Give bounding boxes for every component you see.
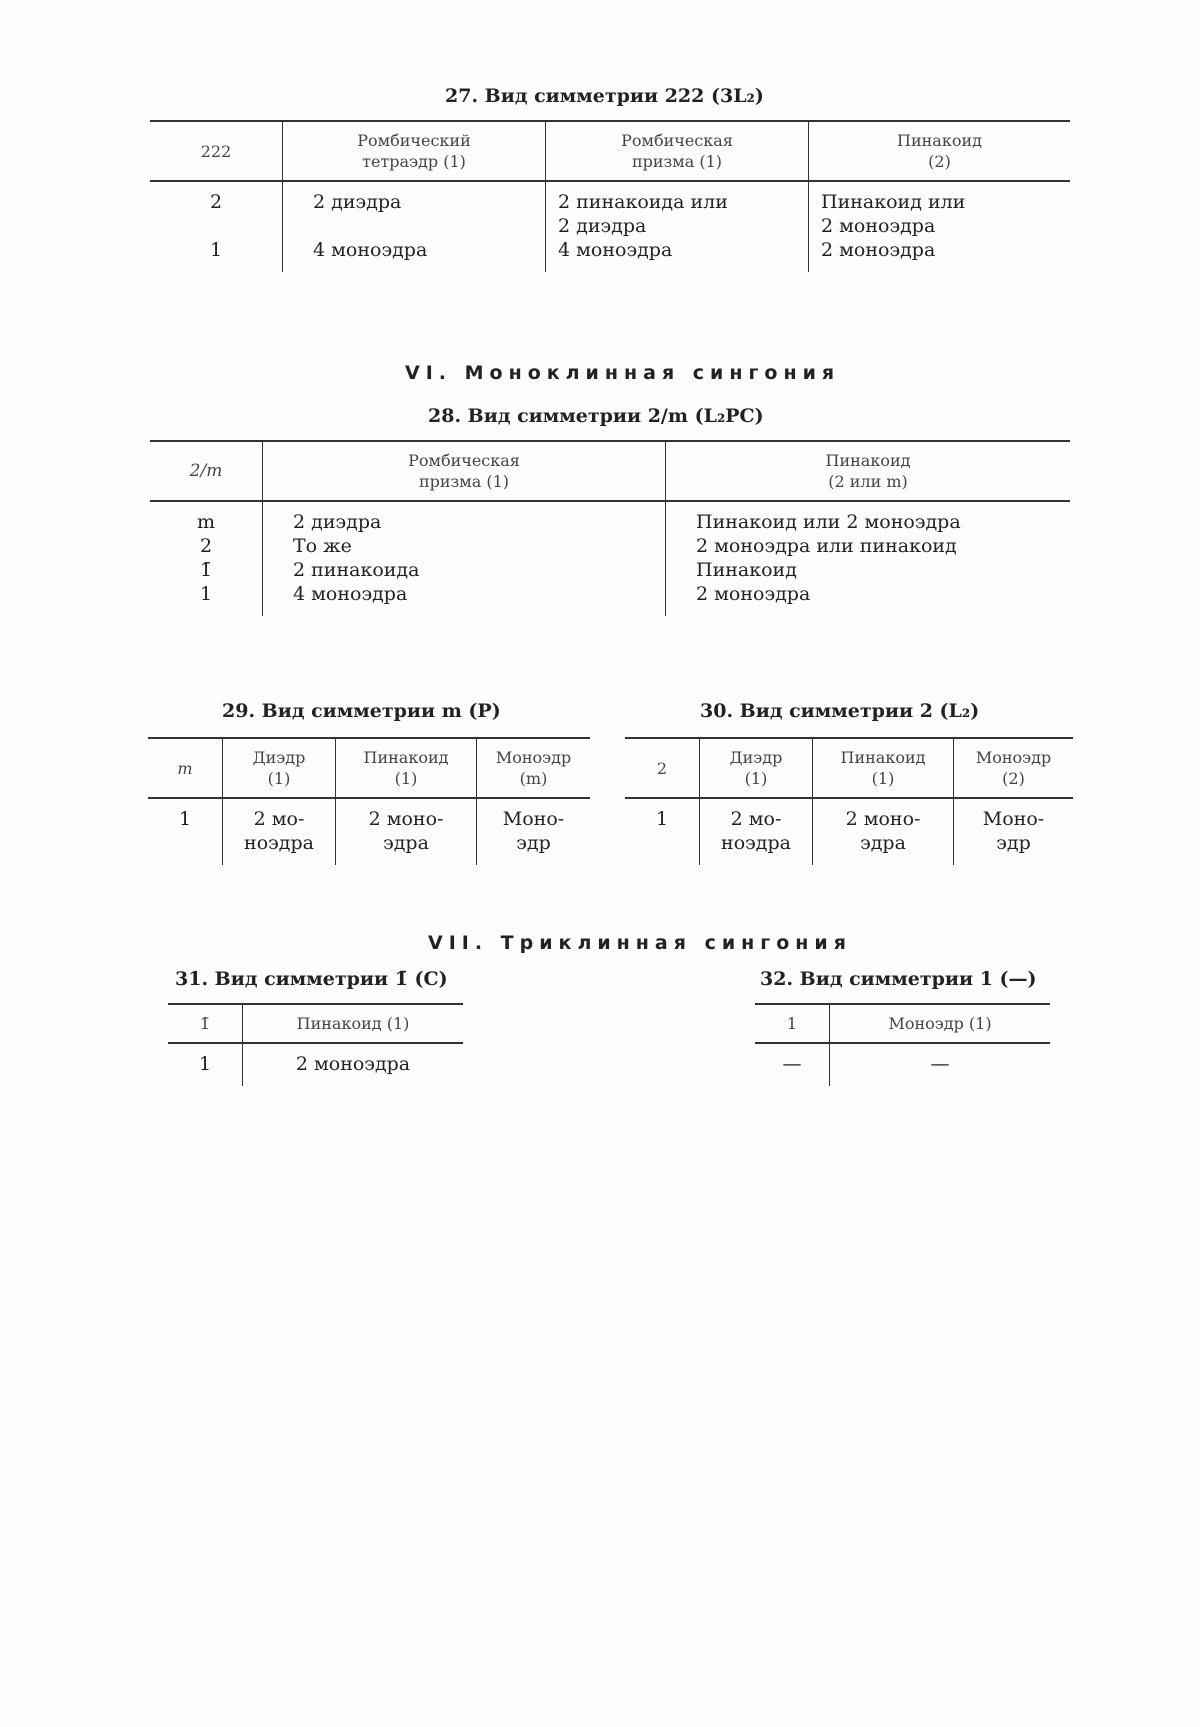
table-27-header-prism: Ромбическая призма (1) xyxy=(546,121,809,181)
table-28-col-symmetry: m 2 1̄ 1 xyxy=(196,511,216,605)
table-31-header-symmetry: 1̄ xyxy=(168,1004,243,1043)
table-28-header-row xyxy=(150,441,1070,501)
table-31-cell-symmetry: 1 xyxy=(198,1053,212,1075)
table-28 xyxy=(150,440,1070,616)
table-27-title: 27. Вид симметрии 222 (3L₂) xyxy=(445,85,764,107)
table-27-col-prism: 2 пинакоида или 2 диэдра 4 моноэдра xyxy=(546,181,809,272)
table-31-cell-pinacoid: 2 моноэдра xyxy=(243,1043,464,1086)
table-30-row xyxy=(625,798,1073,865)
table-29 xyxy=(148,737,590,865)
table-27-header-pinacoid: Пинакоид (2) xyxy=(809,121,1071,181)
table-29-title: 29. Вид симметрии m (P) xyxy=(222,700,501,722)
table-30-cell-dihedron: 2 мо- ноэдра xyxy=(700,798,813,865)
table-30-cell-symmetry: 1 xyxy=(655,808,669,830)
table-28-col-pinacoid: Пинакоид или 2 моноэдра 2 моноэдра или пинакоид Пинакоид 2 моноэдра xyxy=(666,501,1071,616)
table-29-header-monohedron: Моноэдр (m) xyxy=(477,738,591,798)
table-30-header-row xyxy=(625,738,1073,798)
table-30-header-pinacoid: Пинакоид (1) xyxy=(813,738,954,798)
table-29-header-row xyxy=(148,738,590,798)
table-27-header-tetrahedron: Ромбический тетраэдр (1) xyxy=(283,121,546,181)
table-31-header-pinacoid: Пинакоид (1) xyxy=(243,1004,464,1043)
section-monoclinic-heading: VI. Моноклинная сингония xyxy=(405,362,841,384)
table-32-header-monohedron: Моноэдр (1) xyxy=(830,1004,1051,1043)
table-29-cell-symmetry: 1 xyxy=(178,808,192,830)
table-31-title: 31. Вид симметрии 1̄ (C) xyxy=(175,968,448,990)
table-27-col-tetrahedron: 2 диэдра 4 моноэдра xyxy=(283,181,546,272)
table-28-title: 28. Вид симметрии 2/m (L₂PC) xyxy=(428,405,764,427)
table-28-col-prism: 2 диэдра То же 2 пинакоида 4 моноэдра xyxy=(263,501,666,616)
table-28-header-pinacoid: Пинакоид (2 или m) xyxy=(666,441,1071,501)
table-30-header-dihedron: Диэдр (1) xyxy=(700,738,813,798)
table-30-header-symmetry: 2 xyxy=(625,738,700,798)
table-30-cell-monohedron: Моно- эдр xyxy=(954,798,1074,865)
table-30-cell-pinacoid: 2 моно- эдра xyxy=(813,798,954,865)
table-27-col-symmetry: 2 1 xyxy=(209,191,223,261)
table-27-col-pinacoid: Пинакоид или 2 моноэдра 2 моноэдра xyxy=(809,181,1071,272)
table-27-row xyxy=(150,181,1070,272)
table-28-header-prism: Ромбическая призма (1) xyxy=(263,441,666,501)
table-29-header-dihedron: Диэдр (1) xyxy=(223,738,336,798)
section-triclinic-heading: VII. Триклинная сингония xyxy=(428,932,852,954)
table-27-header-symmetry: 222 xyxy=(150,121,283,181)
table-32-header-symmetry: 1 xyxy=(755,1004,830,1043)
table-32 xyxy=(755,1003,1050,1086)
table-32-title: 32. Вид симметрии 1 (—) xyxy=(760,968,1037,990)
table-32-cell-symmetry: — xyxy=(782,1053,802,1075)
table-31-row xyxy=(168,1043,463,1086)
table-29-cell-monohedron: Моно- эдр xyxy=(477,798,591,865)
table-28-header-symmetry: 2/m xyxy=(150,441,263,501)
table-27 xyxy=(150,120,1070,272)
table-30 xyxy=(625,737,1073,865)
table-32-row xyxy=(755,1043,1050,1086)
table-29-header-symmetry: m xyxy=(148,738,223,798)
table-29-cell-pinacoid: 2 моно- эдра xyxy=(336,798,477,865)
table-32-header-row xyxy=(755,1004,1050,1043)
table-29-cell-dihedron: 2 мо- ноэдра xyxy=(223,798,336,865)
table-28-row xyxy=(150,501,1070,616)
table-31 xyxy=(168,1003,463,1086)
table-29-header-pinacoid: Пинакоид (1) xyxy=(336,738,477,798)
table-30-header-monohedron: Моноэдр (2) xyxy=(954,738,1074,798)
table-29-row xyxy=(148,798,590,865)
table-32-cell-monohedron: — xyxy=(830,1043,1051,1086)
table-31-header-row xyxy=(168,1004,463,1043)
table-27-header-row xyxy=(150,121,1070,181)
table-30-title: 30. Вид симметрии 2 (L₂) xyxy=(700,700,980,722)
